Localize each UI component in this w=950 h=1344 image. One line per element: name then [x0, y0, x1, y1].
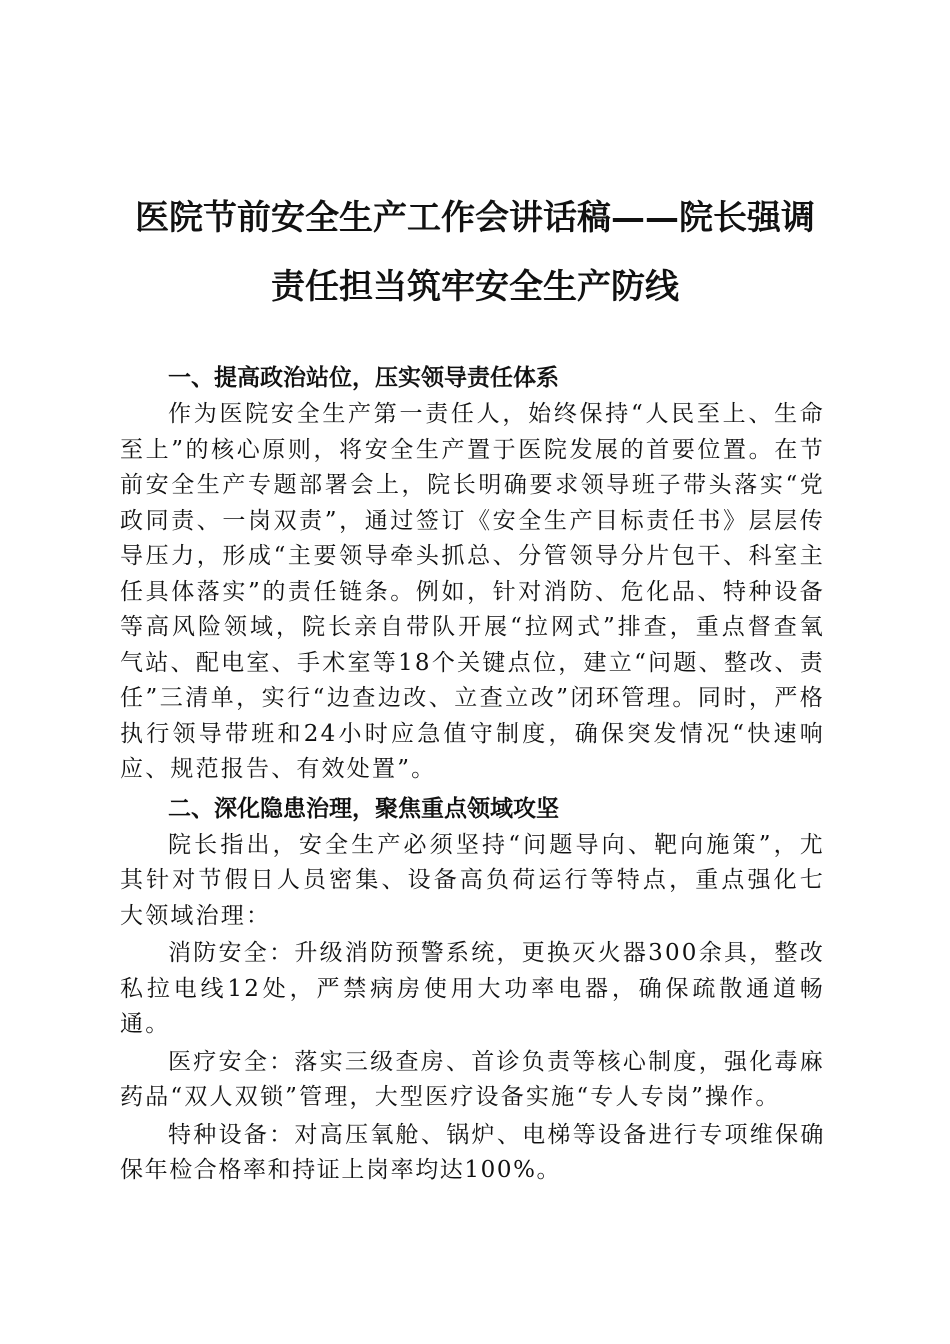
- section-2-item-medical-safety: 医疗安全：落实三级查房、首诊负责等核心制度，强化毒麻药品“双人双锁”管理，大型医疗设备实施“专人专岗”操作。: [120, 1048, 825, 1110]
- section-1-heading: 一、提高政治站位，压实领导责任体系: [168, 365, 559, 391]
- section-2-intro: 院长指出，安全生产必须坚持“问题导向、靶向施策”，尤其针对节假日人员密集、设备高负荷运行等特点，重点强化七大领域治理：: [120, 831, 825, 929]
- section-2-item-fire-safety: 消防安全：升级消防预警系统，更换灭火器300余具，整改私拉电线12处，严禁病房使用大功率电器，确保疏散通道畅通。: [120, 940, 825, 1037]
- document-title-line-1: 医院节前安全生产工作会讲话稿——院长强调: [135, 198, 815, 238]
- document-body: [120, 359, 825, 1191]
- section-1-paragraph: 作为医院安全生产第一责任人，始终保持“人民至上、生命至上”的核心原则，将安全生产置于医院发展的首要位置。在节前安全生产专题部署会上，院长明确要求领导班子带头落实“党政同责、一岗双责”，通过签订《安全生产目标责任书》层层传导压力，形成“主要领导牵头抓总、分管领导分片包干、科室主任具体落实”的责任链条。例如，针对消防、危化品、特种设备等高风险领域，院长亲自带队开展“拉网式”排查，重点督查氧气站、配电室、手术室等18个关键点位，建立“问题、整改、责任”三清单，实行“边查边改、立查立改”闭环管理。同时，严格执行领导带班和24小时应急值守制度，确保突发情况“快速响应、规范报告、有效处置”。: [120, 401, 825, 782]
- document-title-line-2: 责任担当筑牢安全生产防线: [271, 267, 679, 307]
- section-2-item-special-equipment: 特种设备：对高压氧舱、锅炉、电梯等设备进行专项维保确保年检合格率和持证上岗率均达100%。: [120, 1121, 825, 1183]
- section-2-heading: 二、深化隐患治理，聚焦重点领域攻坚: [168, 795, 559, 822]
